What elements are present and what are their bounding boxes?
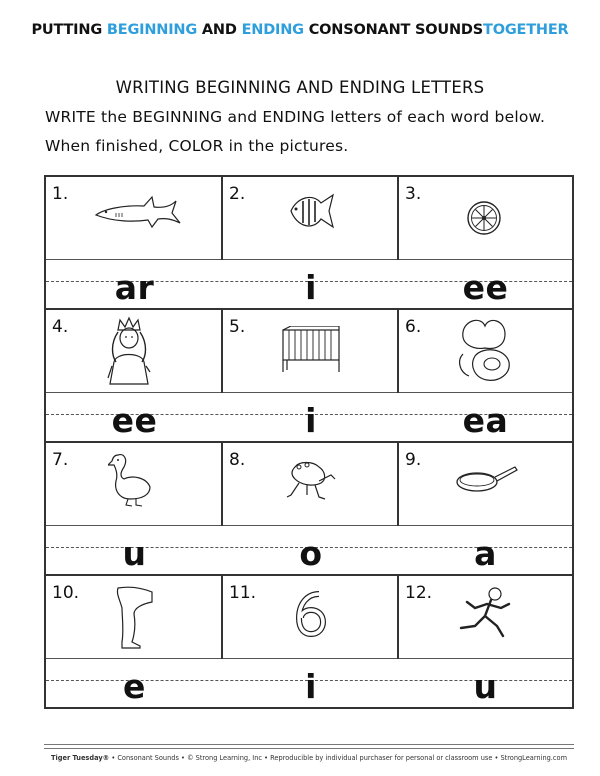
word-letters: ee	[462, 268, 509, 307]
word-letters: i	[305, 667, 317, 706]
word-letters: ar	[114, 268, 155, 307]
duck-icon	[108, 451, 152, 507]
item-number: 7.	[52, 450, 69, 470]
header-word: PUTTING	[31, 22, 103, 38]
item-number: 9.	[405, 450, 422, 470]
writing-line	[46, 393, 572, 443]
word-letters: e	[123, 667, 146, 706]
lemon-slice-icon	[465, 199, 503, 237]
header-word: CONSONANT SOUNDS	[308, 22, 483, 38]
grid-row	[46, 310, 572, 443]
runner-icon	[457, 586, 519, 642]
item-number: 11.	[229, 583, 257, 603]
item-number: 8.	[229, 450, 246, 470]
item-cell	[223, 443, 399, 526]
footer-text: • Consonant Sounds • © Strong Learning, Inc • Reproducible by individual purchaser for personal or classroom use • StrongLearning.com	[109, 754, 567, 762]
header-word-ending: ENDING	[241, 22, 304, 38]
leg-icon	[112, 584, 156, 650]
instructions-line-2: When finished, COLOR in the pictures.	[45, 137, 349, 155]
item-cell	[46, 310, 223, 393]
item-cell	[223, 576, 399, 659]
footer-divider	[44, 748, 574, 749]
word-letters: ee	[111, 401, 158, 440]
word-letters: u	[473, 667, 498, 706]
peach-icon	[455, 316, 515, 384]
item-number: 5.	[229, 317, 246, 337]
item-cell	[399, 177, 572, 260]
item-cell	[46, 443, 223, 526]
word-letters: a	[474, 534, 497, 573]
item-number: 12.	[405, 583, 433, 603]
header-word-together: TOGETHER	[483, 22, 569, 38]
instructions-line-1: WRITE the BEGINNING and ENDING letters of each word below.	[45, 108, 546, 126]
grid-row	[46, 177, 572, 310]
word-letters: ea	[462, 401, 509, 440]
item-number: 4.	[52, 317, 69, 337]
writing-line	[46, 526, 572, 576]
six-icon	[293, 588, 329, 638]
word-letters: i	[305, 401, 317, 440]
fish-icon	[287, 191, 335, 233]
item-cell	[399, 310, 572, 393]
item-number: 2.	[229, 184, 246, 204]
item-cell	[399, 443, 572, 526]
crib-icon	[277, 326, 345, 374]
shark-icon	[94, 195, 182, 231]
worksheet-header	[0, 22, 600, 38]
footer-brand: Tiger Tuesday®	[51, 754, 110, 762]
writing-line	[46, 659, 572, 709]
word-letters: o	[299, 534, 323, 573]
grid-row	[46, 443, 572, 576]
footer-divider	[44, 744, 574, 745]
header-word: AND	[201, 22, 237, 38]
item-cell	[399, 576, 572, 659]
pan-icon	[455, 465, 519, 495]
item-number: 10.	[52, 583, 80, 603]
item-cell	[223, 177, 399, 260]
item-number: 6.	[405, 317, 422, 337]
writing-line	[46, 260, 572, 310]
header-word-beginning: BEGINNING	[106, 22, 198, 38]
item-cell	[223, 310, 399, 393]
item-number: 1.	[52, 184, 69, 204]
queen-icon	[104, 316, 154, 386]
frog-icon	[285, 457, 337, 503]
item-cell	[46, 576, 223, 659]
footer	[44, 754, 574, 762]
worksheet-grid	[44, 175, 574, 709]
item-number: 3.	[405, 184, 422, 204]
grid-row	[46, 576, 572, 709]
word-letters: i	[305, 268, 317, 307]
word-letters: u	[122, 534, 147, 573]
page-title: WRITING BEGINNING AND ENDING LETTERS	[115, 78, 485, 97]
item-cell	[46, 177, 223, 260]
